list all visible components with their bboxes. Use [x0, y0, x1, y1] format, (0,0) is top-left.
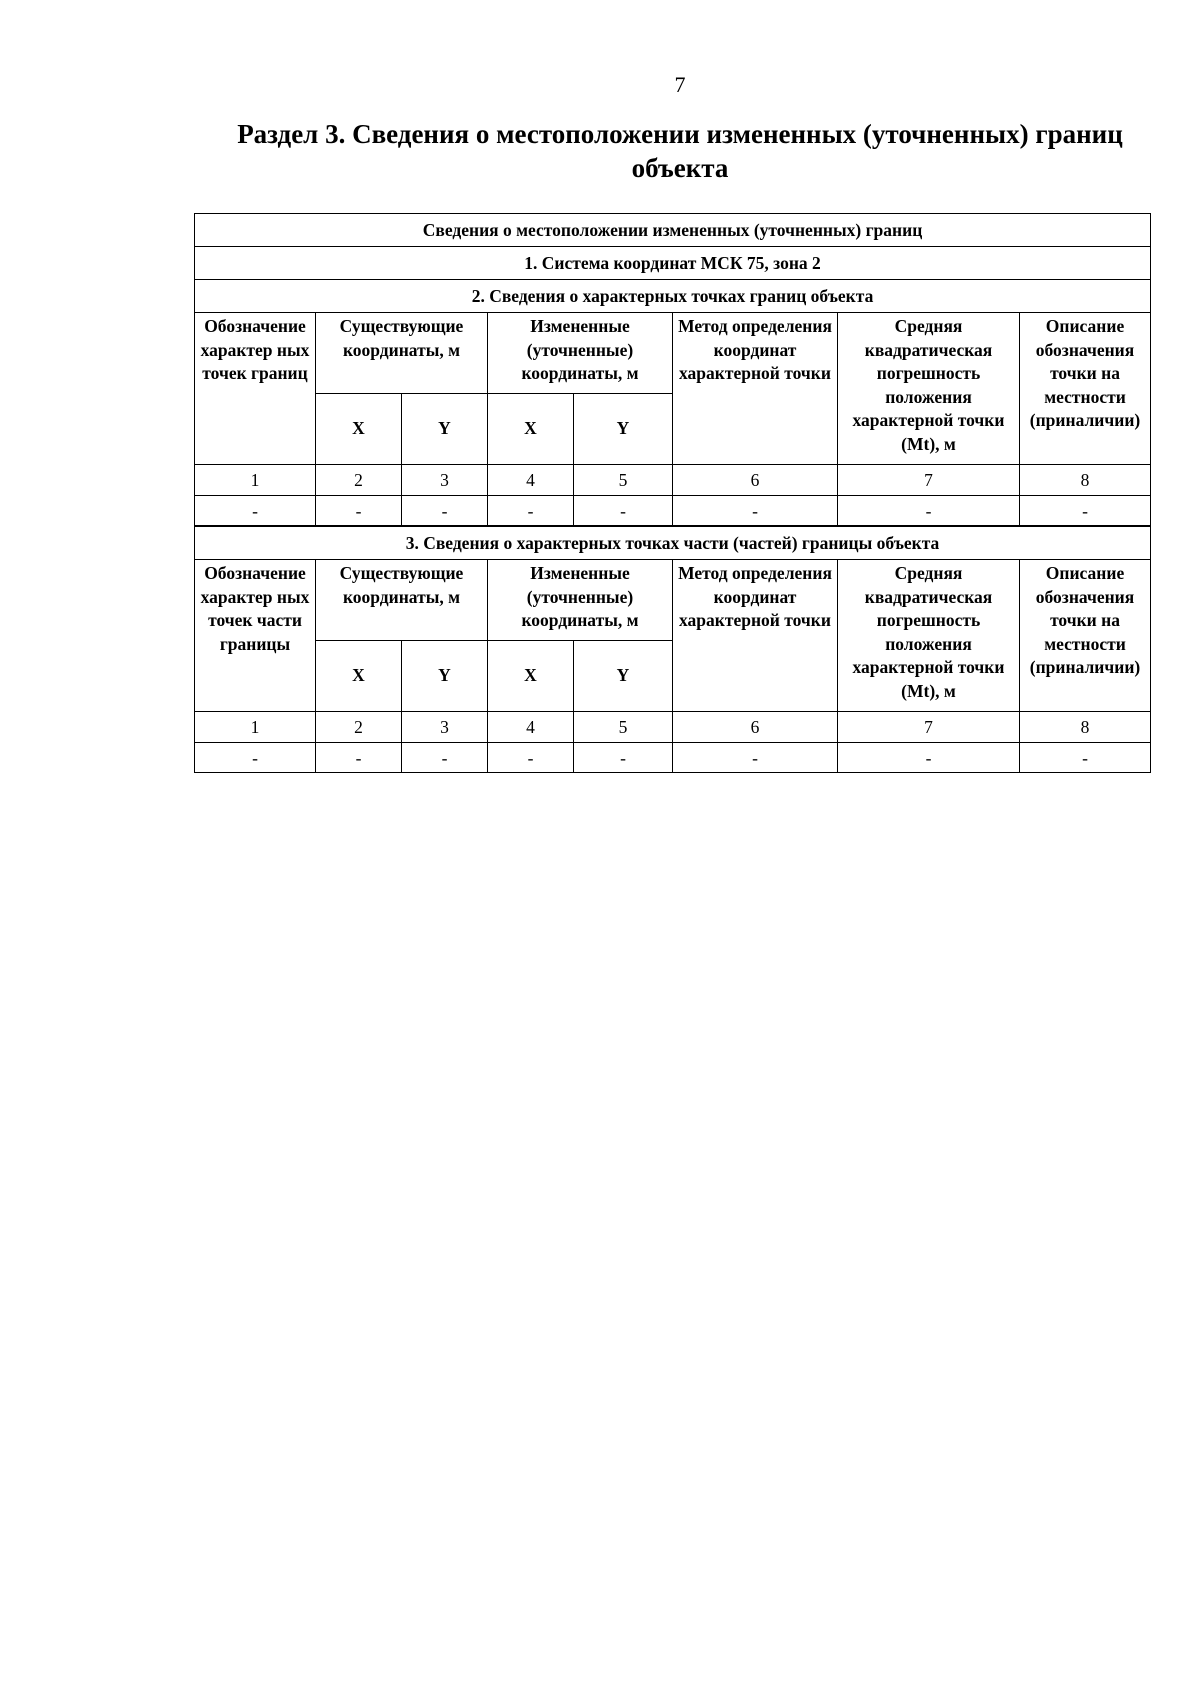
section2-title: 2. Сведения о характерных точках границ объекта — [195, 280, 1151, 313]
header-mean-square-error: Средняя квадратическая погрешность положения характерной точки (Mt), м — [838, 560, 1020, 712]
table-cell: - — [574, 496, 673, 527]
column-number: 1 — [195, 465, 316, 496]
column-number: 1 — [195, 712, 316, 743]
axis-label: Y — [574, 641, 673, 712]
table-cell: - — [838, 496, 1020, 527]
header-existing-coordinates: Существующие координаты, м — [316, 313, 488, 394]
column-number: 5 — [574, 465, 673, 496]
column-number: 8 — [1020, 712, 1151, 743]
table-cell: - — [673, 496, 838, 527]
axis-label: Y — [574, 394, 673, 465]
table-cell: - — [673, 743, 838, 773]
header-existing-coordinates: Существующие координаты, м — [316, 560, 488, 641]
table-row — [195, 743, 1151, 773]
column-number: 8 — [1020, 465, 1151, 496]
table-cell: - — [402, 496, 488, 527]
axis-label: X — [316, 394, 402, 465]
table-cell: - — [488, 496, 574, 527]
section-title: Раздел 3. Сведения о местоположении измененных (уточненных) границ объекта — [237, 119, 1123, 183]
header-mean-square-error: Средняя квадратическая погрешность положения характерной точки (Mt), м — [838, 313, 1020, 465]
table-cell: - — [402, 743, 488, 773]
page-number: 7 — [674, 72, 686, 97]
table-cell: - — [316, 743, 402, 773]
table-cell: - — [574, 743, 673, 773]
column-number: 7 — [838, 465, 1020, 496]
axis-label: X — [488, 394, 574, 465]
column-number: 3 — [402, 712, 488, 743]
column-number: 5 — [574, 712, 673, 743]
table-cell: - — [195, 743, 316, 773]
table-cell: - — [195, 496, 316, 527]
header-point-description: Описание обозначения точки на местности (приналичии) — [1020, 560, 1151, 712]
header-changed-coordinates: Измененные (уточненные) координаты, м — [488, 313, 673, 394]
column-number: 4 — [488, 465, 574, 496]
axis-label: X — [316, 641, 402, 712]
header-point-description: Описание обозначения точки на местности (приналичии) — [1020, 313, 1151, 465]
table-row — [195, 496, 1151, 527]
table-cell: - — [1020, 496, 1151, 527]
axis-label: X — [488, 641, 574, 712]
header-method: Метод определения координат характерной точки — [673, 560, 838, 712]
header-method: Метод определения координат характерной точки — [673, 313, 838, 465]
table-cell: - — [488, 743, 574, 773]
header-designation: Обозначение характер ных точек части границы — [195, 560, 316, 712]
section3-title: 3. Сведения о характерных точках части (частей) границы объекта — [195, 526, 1151, 560]
column-number: 7 — [838, 712, 1020, 743]
column-number: 4 — [488, 712, 574, 743]
column-number: 2 — [316, 712, 402, 743]
column-number: 6 — [673, 712, 838, 743]
column-number: 6 — [673, 465, 838, 496]
axis-label: Y — [402, 641, 488, 712]
table-caption: Сведения о местоположении измененных (уточненных) границ — [195, 214, 1151, 247]
coordinate-system: 1. Система координат МСК 75, зона 2 — [195, 247, 1151, 280]
header-designation: Обозначение характер ных точек границ — [195, 313, 316, 465]
table-cell: - — [316, 496, 402, 527]
column-number: 2 — [316, 465, 402, 496]
table-cell: - — [1020, 743, 1151, 773]
column-number: 3 — [402, 465, 488, 496]
header-changed-coordinates: Измененные (уточненные) координаты, м — [488, 560, 673, 641]
axis-label: Y — [402, 394, 488, 465]
boundary-coordinates-table — [194, 213, 1151, 773]
table-cell: - — [838, 743, 1020, 773]
